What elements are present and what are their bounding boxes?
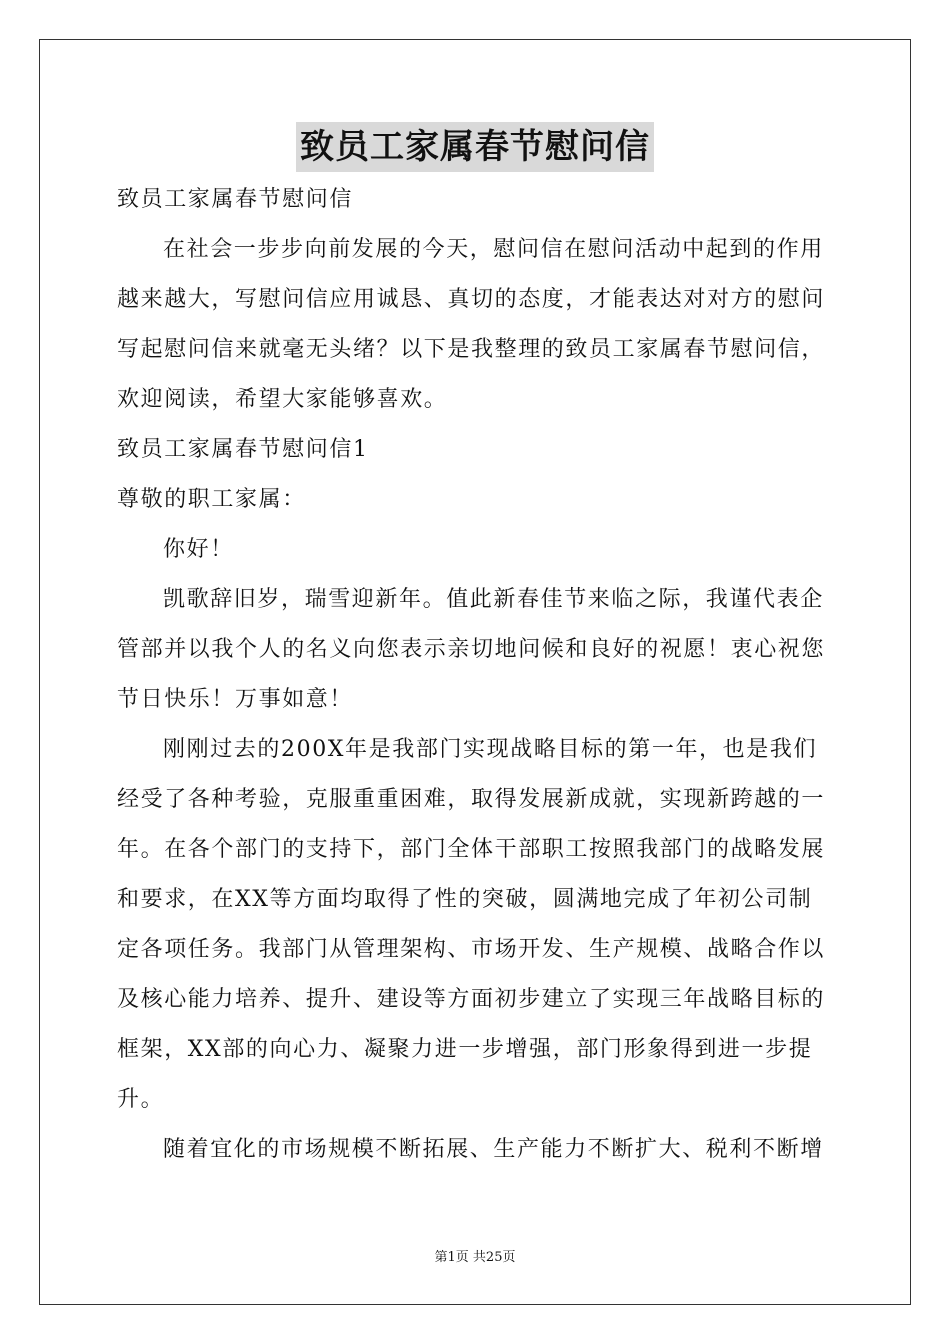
salutation: 尊敬的职工家属： xyxy=(117,487,306,512)
paragraph-line: 升。 xyxy=(117,1087,165,1112)
section-heading: 致员工家属春节慰问信1 xyxy=(117,437,369,462)
paragraph-line: 欢迎阅读，希望大家能够喜欢。 xyxy=(117,387,448,412)
document-subtitle: 致员工家属春节慰问信 xyxy=(117,187,354,212)
paragraph-line: 越来越大，写慰问信应用诚恳、真切的态度，才能表达对对方的慰问 xyxy=(117,287,826,312)
paragraph-line: 管部并以我个人的名义向您表示亲切地问候和良好的祝愿！衷心祝您 xyxy=(117,637,826,662)
paragraph-line: 及核心能力培养、提升、建设等方面初步建立了实现三年战略目标的 xyxy=(117,987,826,1012)
paragraph-line: 凯歌辞旧岁，瑞雪迎新年。值此新春佳节来临之际，我谨代表企 xyxy=(163,587,824,612)
paragraph-line: 在社会一步步向前发展的今天，慰问信在慰问活动中起到的作用 xyxy=(163,237,824,262)
page-number: 第1页 共25页 xyxy=(434,1250,516,1265)
title-container xyxy=(0,122,950,172)
paragraph-line: 随着宜化的市场规模不断拓展、生产能力不断扩大、税利不断增 xyxy=(163,1137,824,1162)
paragraph-line: 经受了各种考验，克服重重困难，取得发展新成就，实现新跨越的一 xyxy=(117,787,826,812)
paragraph-line: 年。在各个部门的支持下，部门全体干部职工按照我部门的战略发展 xyxy=(117,837,826,862)
paragraph-line: 刚刚过去的200X年是我部门实现战略目标的第一年，也是我们 xyxy=(163,737,818,762)
paragraph-line: 框架，XX部的向心力、凝聚力进一步增强，部门形象得到进一步提 xyxy=(117,1037,813,1062)
paragraph-line: 写起慰问信来就毫无头绪？以下是我整理的致员工家属春节慰问信， xyxy=(117,337,826,362)
greeting: 你好！ xyxy=(163,537,234,562)
document-title: 致员工家属春节慰问信 xyxy=(296,122,654,172)
paragraph-line: 定各项任务。我部门从管理架构、市场开发、生产规模、战略合作以 xyxy=(117,937,826,962)
paragraph-line: 节日快乐！万事如意！ xyxy=(117,687,354,712)
paragraph-line: 和要求，在XX等方面均取得了性的突破，圆满地完成了年初公司制 xyxy=(117,887,813,912)
page-border xyxy=(39,39,911,1305)
